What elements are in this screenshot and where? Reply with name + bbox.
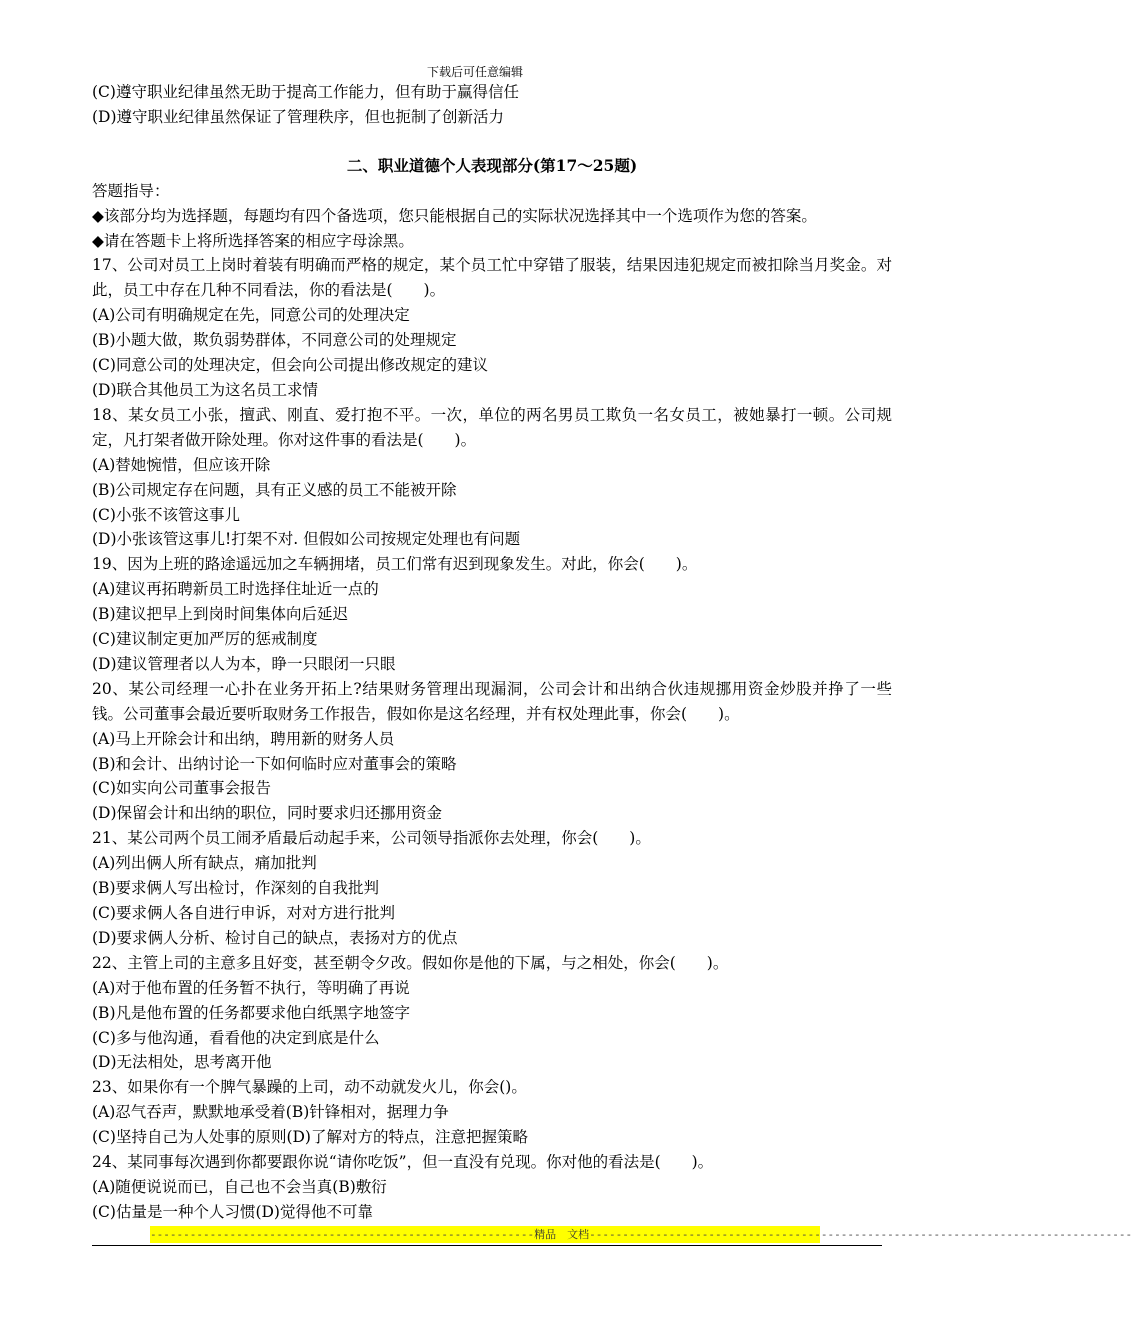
option-b: (B)小题大做，欺负弱势群体，不同意公司的处理规定 [92, 331, 457, 350]
option-c-d: (C)坚持自己为人处事的原则(D)了解对方的特点，注意把握策略 [92, 1128, 528, 1147]
option-a: (A)替她惋惜，但应该开除 [92, 455, 271, 474]
option-a: (A)对于他布置的任务暂不执行，等明确了再说 [92, 978, 410, 997]
top-option-c: (C)遵守职业纪律虽然无助于提高工作能力，但有助于赢得信任 [92, 83, 519, 101]
option-c: (C)如实向公司董事会报告 [92, 779, 271, 798]
option-c: (C)同意公司的处理决定，但会向公司提出修改规定的建议 [92, 356, 488, 375]
question-21 [92, 826, 892, 951]
question-20 [92, 677, 892, 826]
option-c: (C)建议制定更加严厉的惩戒制度 [92, 630, 318, 649]
option-c: (C)多与他沟通，看看他的决定到底是什么 [92, 1028, 380, 1047]
question-17 [92, 253, 892, 402]
option-b: (B)凡是他布置的任务都要求他白纸黑字地签字 [92, 1003, 410, 1022]
question-stem: 19、因为上班的路途遥远加之车辆拥堵，员工们常有迟到现象发生。对此，你会( )。 [92, 555, 698, 574]
document-body [92, 80, 892, 1225]
option-c-d: (C)估量是一种个人习惯(D)觉得他不可靠 [92, 1202, 373, 1221]
option-a: (A)列出俩人所有缺点，痛加批判 [92, 854, 317, 873]
option-d: (D)联合其他员工为这名员工求情 [92, 380, 319, 399]
option-a: (A)公司有明确规定在先，同意公司的处理决定 [92, 306, 410, 325]
option-a-b: (A)忍气吞声，默默地承受着(B)针锋相对，据理力争 [92, 1103, 449, 1122]
option-d: (D)要求俩人分析、检讨自己的缺点，表扬对方的优点 [92, 928, 458, 947]
footer-right-dashes: ---------------------------------------------------------------------------------- [589, 1228, 1132, 1241]
option-d: (D)保留会计和出纳的职位，同时要求归还挪用资金 [92, 804, 443, 823]
option-b: (B)和会计、出纳讨论一下如何临时应对董事会的策略 [92, 754, 457, 773]
option-d: (D)建议管理者以人为本，睁一只眼闭一只眼 [92, 654, 396, 673]
section-title: 二、职业道德个人表现部分(第17～25题) [346, 155, 638, 175]
guide-label: 答题指导： [92, 181, 170, 200]
guide-point: ◆请在答题卡上将所选择答案的相应字母涂黑。 [92, 231, 414, 250]
question-18 [92, 403, 892, 552]
option-b: (B)建议把早上到岗时间集体向后延迟 [92, 605, 348, 624]
footer-highlight-bar [150, 1226, 1132, 1243]
option-b: (B)公司规定存在问题，具有正义感的员工不能被开除 [92, 480, 457, 499]
question-stem: 20、某公司经理一心扑在业务开拓上?结果财务管理出现漏洞，公司会计和出纳合伙违规挪用资金炒股并挣了一些钱。公司董事会最近要听取财务工作报告，假如你是这名经理，并有权处理此事，你会( )。 [92, 679, 892, 723]
header-note: 下载后可任意编辑 [426, 65, 523, 79]
question-stem: 17、公司对员工上岗时着装有明确而严格的规定，某个员工忙中穿错了服装，结果因违犯规定而被扣除当月奖金。对此，员工中存在几种不同看法，你的看法是( )。 [92, 256, 892, 300]
question-23 [92, 1075, 892, 1150]
footer-label: 精品 文档 [534, 1228, 590, 1241]
top-option-d: (D)遵守职业纪律虽然保证了管理秩序，但也扼制了创新活力 [92, 107, 505, 126]
option-b: (B)要求俩人写出检讨，作深刻的自我批判 [92, 879, 379, 898]
question-22 [92, 951, 892, 1076]
question-stem: 21、某公司两个员工闹矛盾最后动起手来，公司领导指派你去处理，你会( )。 [92, 829, 651, 848]
question-19 [92, 552, 892, 677]
option-c: (C)要求俩人各自进行申诉，对对方进行批判 [92, 904, 395, 922]
option-c: (C)小张不该管这事儿 [92, 505, 240, 524]
guide-point: ◆该部分均为选择题，每题均有四个备选项，您只能根据自己的实际状况选择其中一个选项作为您的答案。 [92, 206, 817, 225]
footer-left-dashes: ---------------------------------------------------------- [150, 1228, 535, 1241]
option-a-b: (A)随便说说而已，自己也不会当真(B)敷衍 [92, 1177, 387, 1196]
question-stem: 23、如果你有一个脾气暴躁的上司，动不动就发火儿，你会()。 [92, 1078, 527, 1097]
footer-rule [92, 1245, 882, 1246]
question-stem: 22、主管上司的主意多且好变，甚至朝令夕改。假如你是他的下属，与之相处，你会( )。 [92, 953, 729, 972]
option-d: (D)无法相处，思考离开他 [92, 1053, 272, 1072]
option-a: (A)建议再拓聘新员工时选择住址近一点的 [92, 580, 379, 599]
question-stem: 18、某女员工小张，擅武、刚直、爱打抱不平。一次，单位的两名男员工欺负一名女员工，被她暴打一顿。公司规定，凡打架者做开除处理。你对这件事的看法是( )。 [92, 405, 892, 449]
option-d: (D)小张该管这事儿!打架不对. 但假如公司按规定处理也有问题 [92, 530, 521, 549]
option-a: (A)马上开除会计和出纳，聘用新的财务人员 [92, 729, 395, 748]
question-24 [92, 1150, 892, 1225]
question-stem: 24、某同事每次遇到你都要跟你说“请你吃饭”，但一直没有兑现。你对他的看法是( )。 [92, 1153, 714, 1172]
